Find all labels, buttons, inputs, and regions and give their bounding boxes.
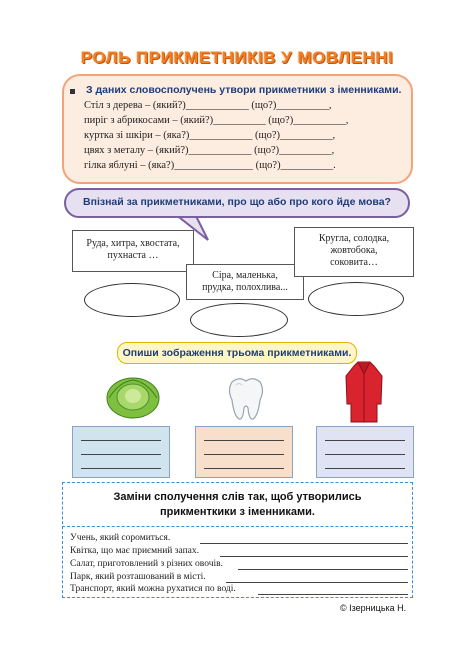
task4-line: Квітка, що має приємний запах. bbox=[70, 546, 200, 556]
task1-line[interactable]: куртка зі шкіри – (яка?)____________ (що?)__________, bbox=[84, 130, 336, 141]
task4-line: Салат, приготовлений з різних овочів. bbox=[70, 559, 223, 569]
task1-heading: З даних словосполучень утвори прикметники з іменниками. bbox=[86, 84, 402, 96]
cabbage-icon bbox=[104, 372, 162, 420]
task1-line[interactable]: гілка яблуні – (яка?)_______________ (що?)__________. bbox=[84, 160, 336, 171]
task1-line[interactable]: цвях з металу – (який?)____________ (що?)__________, bbox=[84, 145, 335, 156]
answer-oval-1[interactable] bbox=[84, 283, 180, 317]
task1-line[interactable]: Стіл з дерева – (який?)____________ (що?)__________, bbox=[84, 100, 332, 111]
answer-rule[interactable] bbox=[220, 556, 408, 557]
describe-box-coat[interactable] bbox=[316, 426, 414, 478]
answer-rule[interactable] bbox=[258, 594, 408, 595]
author-credit: © Ізерницька Н. bbox=[340, 603, 407, 613]
answer-oval-2[interactable] bbox=[190, 303, 288, 337]
task2-heading: Впізнай за прикметниками, про що або про кого йде мова? bbox=[83, 196, 391, 208]
describe-box-tooth[interactable] bbox=[195, 426, 293, 478]
task4-line: Учень, який соромиться. bbox=[70, 533, 171, 543]
task3-heading: Опиши зображення трьома прикметниками. bbox=[122, 347, 352, 359]
task4-line: Парк, який розташований в місті. bbox=[70, 572, 206, 582]
riddle-card-apple: Кругла, солодка, жовтобока, соковита… bbox=[294, 227, 414, 277]
task4-heading-line2: прикменткики з іменниками. bbox=[160, 506, 315, 518]
bullet-icon bbox=[70, 89, 75, 94]
answer-rule[interactable] bbox=[200, 543, 408, 544]
answer-rule[interactable] bbox=[226, 582, 408, 583]
tooth-icon bbox=[226, 376, 266, 422]
task1-line[interactable]: пиріг з абрикосами – (який?)__________ (що?)__________, bbox=[84, 115, 349, 126]
coat-icon bbox=[344, 360, 384, 424]
answer-oval-3[interactable] bbox=[308, 282, 404, 316]
riddle-card-mouse: Сіра, маленька, прудка, полохлива... bbox=[186, 264, 304, 300]
task4-heading bbox=[62, 490, 413, 520]
answer-rule[interactable] bbox=[238, 569, 408, 570]
task4-line: Транспорт, який можна рухатися по воді. bbox=[70, 584, 236, 594]
describe-box-cabbage[interactable] bbox=[72, 426, 170, 478]
page-title: РОЛЬ ПРИКМЕТНИКІВ У МОВЛЕННІ bbox=[80, 48, 394, 67]
task4-heading-line1: Заміни сполучення слів так, щоб утворились bbox=[113, 491, 362, 503]
riddle-card-fox: Руда, хитра, хвостата, пухнаста … bbox=[72, 230, 194, 272]
divider bbox=[62, 526, 413, 527]
